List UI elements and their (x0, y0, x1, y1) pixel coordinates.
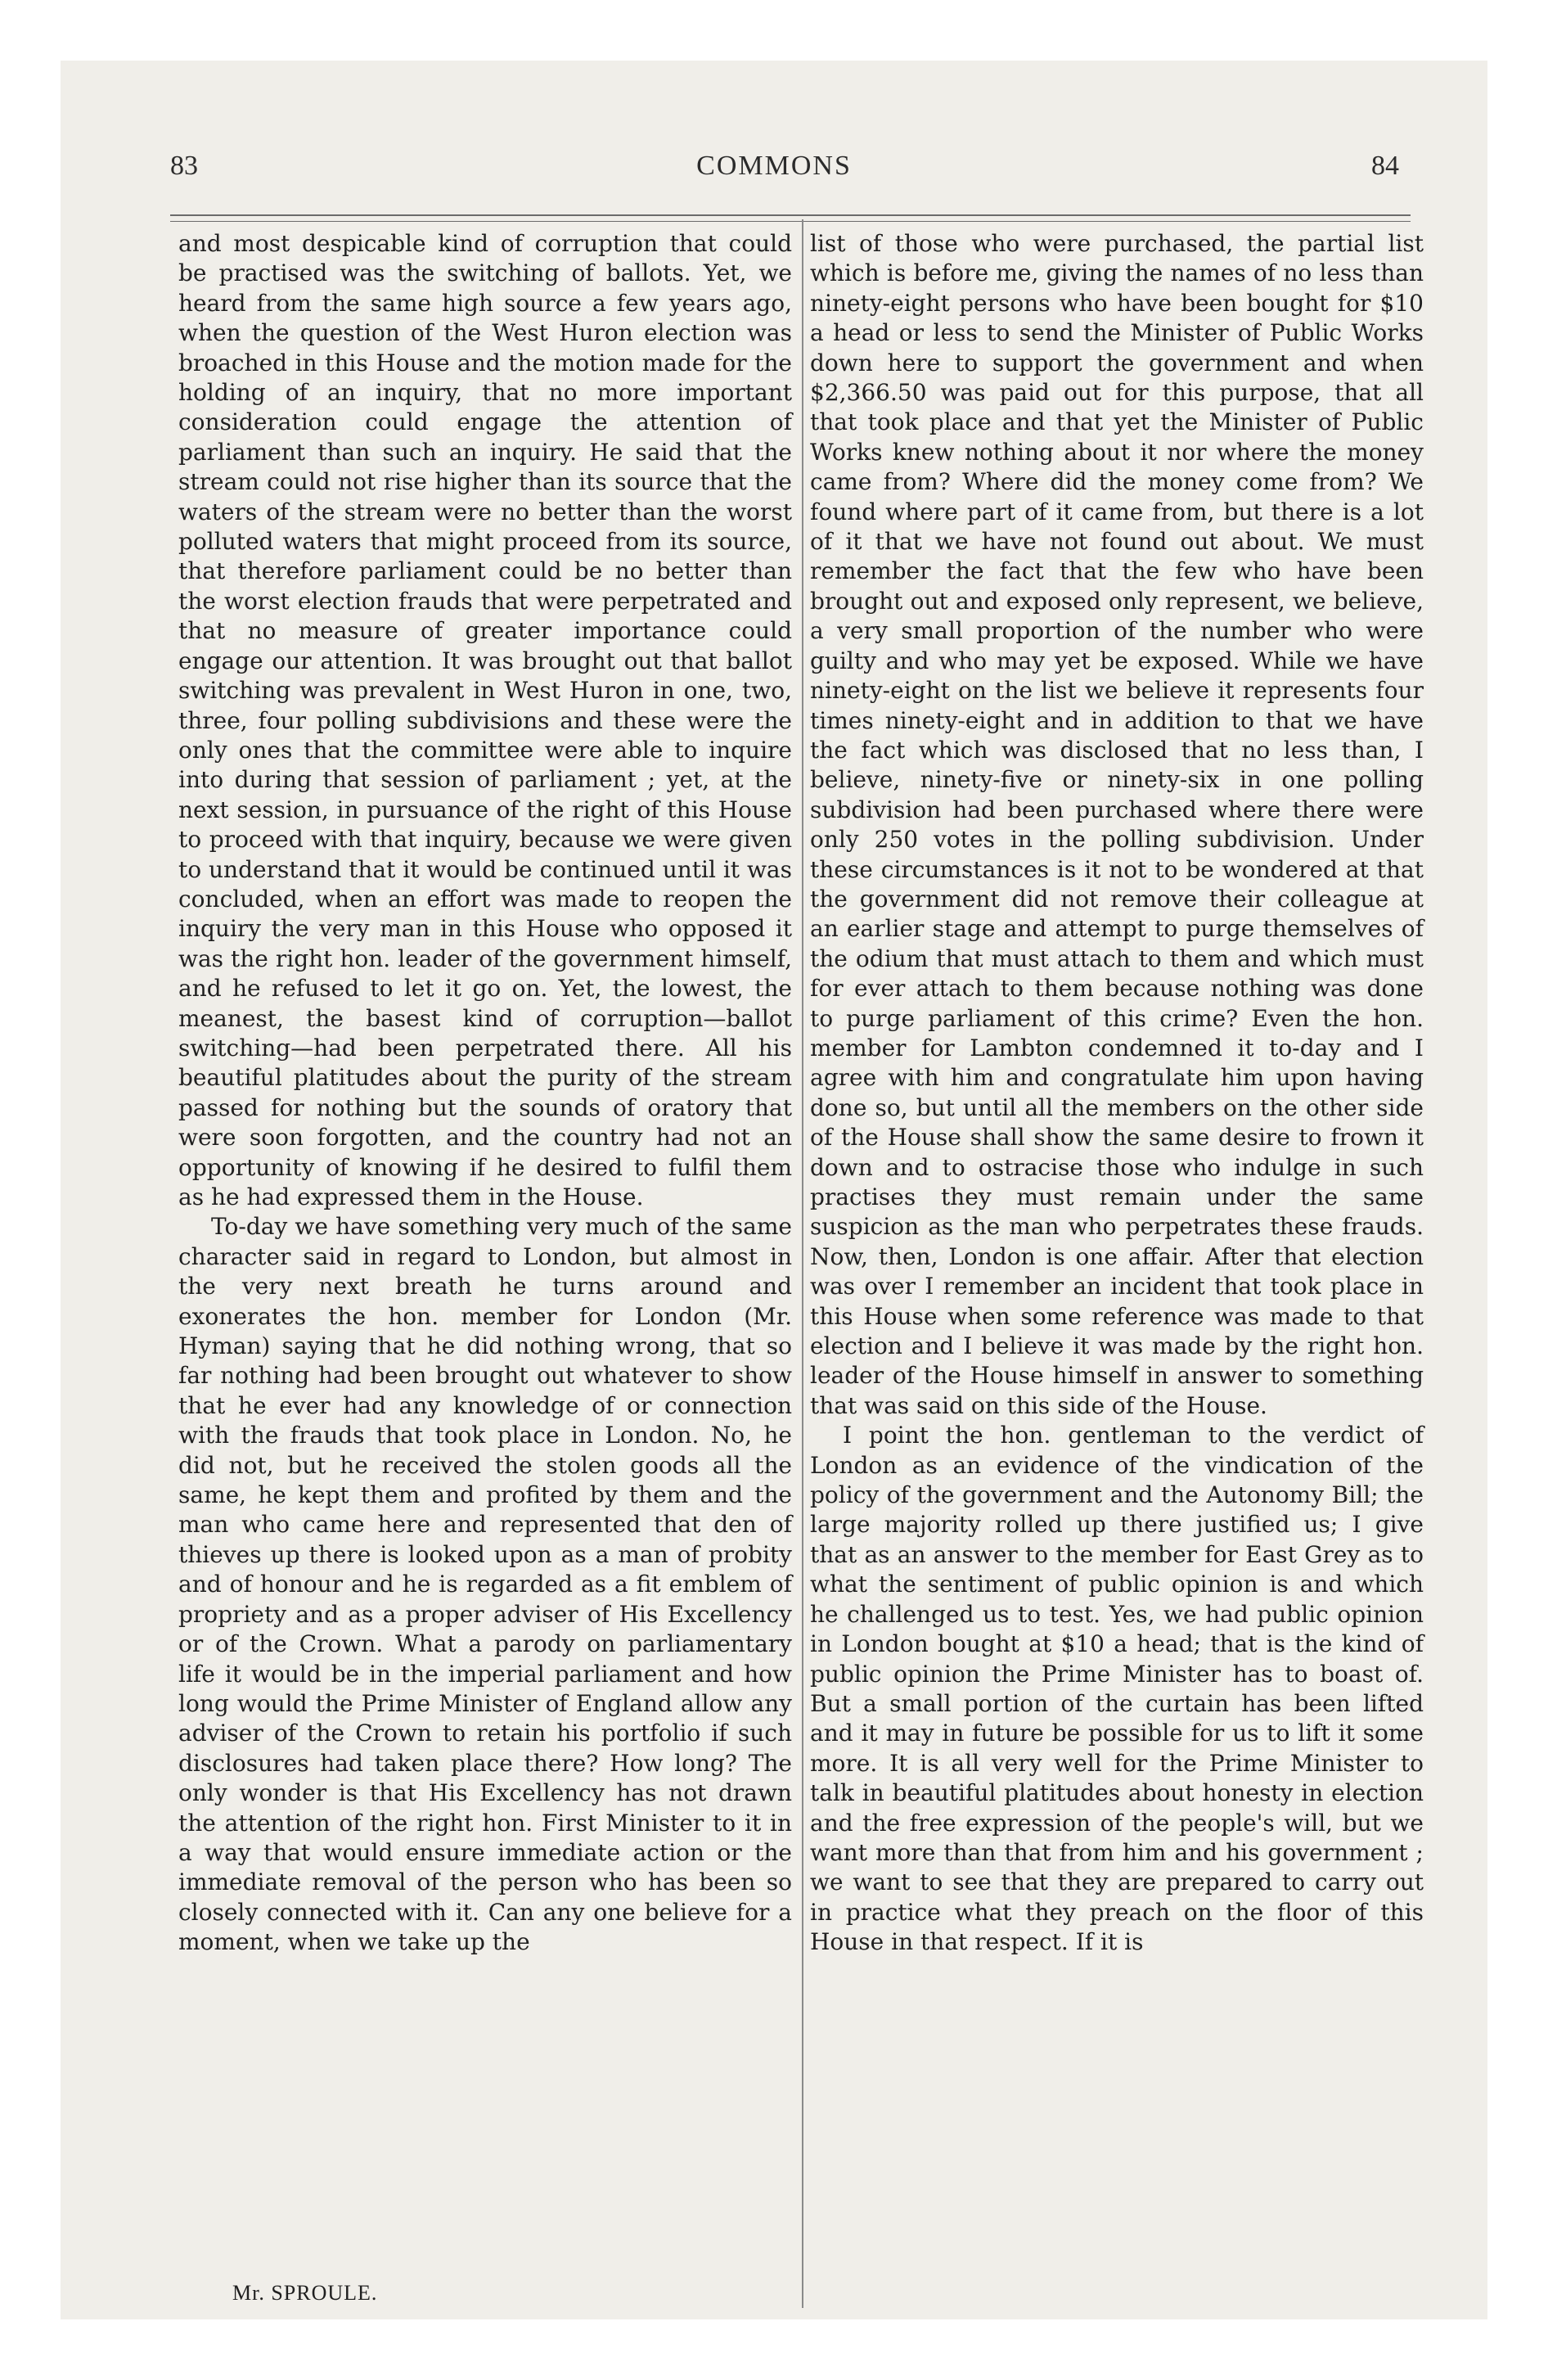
paragraph: and most despicable kind of corruption that could be practised was the switching of ballots. Yet, we heard from the same high source a few years ago, when the question of the West Huron election was broached in this House and the motion made for the holding of an inquiry, that no more important consideration could engage the attention of parliament than such an inquiry. He said that the stream could not rise higher than its source that the waters of the stream were no better than the worst polluted waters that might proceed from its source, that therefore parliament could be no better than the worst election frauds that were perpetrated and that no measure of greater importance could engage our attention. It was brought out that ballot switching was prevalent in West Huron in one, two, three, four polling subdivisions and these were the only ones that the committee were able to inquire into during that session of parliament ; yet, at the next session, in pursuance of the right of this House to proceed with that inquiry, because we were given to understand that it would be continued until it was concluded, when an effort was made to reopen the inquiry the very man in this House who opposed it was the right hon. leader of the government himself, and he refused to let it go on. Yet, the lowest, the meanest, the basest kind of corruption—ballot switching—had been perpetrated there. All his beautiful platitudes about the purity of the stream passed for nothing but the sounds of oratory that were soon forgotten, and the country had not an opportunity of knowing if he desired to fulfil them as he had expressed them in the House. (178, 230, 792, 1210)
running-header (61, 151, 1487, 192)
paragraph: To-day we have something very much of the same character said in regard to London, but almost in the very next breath he turns around and exonerates the hon. member for London (Mr. Hyman) saying that he did nothing wrong, that so far nothing had been brought out whatever to show that he ever had any knowledge of or connection with the frauds that took place in London. No, he did not, but he received the stolen goods all the same, he kept them and profited by them and the man who came here and represented that den of thieves up there is looked upon as a man of probity and of honour and he is regarded as a fit emblem of propriety and as a proper adviser of His Excellency or of the Crown. What a parody on parliamentary life it would be in the imperial parliament and how long would the Prime Minister of England allow any adviser of the Crown to retain his portfolio if such disclosures had taken place there? How long? The only wonder is that His Excellency has not drawn the attention of the right hon. First Minister to it in a way that would ensure immediate action or the immediate removal of the person who has been so closely connected with it. Can any one believe for a moment, when we take up the (178, 1213, 792, 1956)
paragraph: I point the hon. gentleman to the verdict of London as an evidence of the vindication of the policy of the government and the Autonomy Bill; the large majority rolled up there justified us; I give that as an answer to the member for East Grey as to what the sentiment of public opinion is and which he challenged us to test. Yes, we had public opinion in London bought at $10 a head; that is the kind of public opinion the Prime Minister has to boast of. But a small portion of the curtain has been lifted and it may in future be possible for us to lift it some more. It is all very well for the Prime Minister to talk in beautiful platitudes about honesty in election and the free expression of the people's will, but we want more than that from him and his government ; we want to see that they are prepared to carry out in practice what they preach on the floor of this House in that respect. If it is (810, 1422, 1424, 1956)
header-rule-thin (170, 221, 1411, 222)
paragraph: list of those who were purchased, the partial list which is before me, giving the names of no less than ninety-eight persons who have been bought for $10 a head or less to send the Minister of Public Works down here to support the government and when $2,366.50 was paid out for this purpose, that all that took place and that yet the Minister of Public Works knew nothing about it nor where the money came from? Where did the money come from? We found where part of it came from, but there is a lot of it that we have not found out about. We must remember the fact that the few who have been brought out and exposed only represent, we believe, a very small proportion of the number who were guilty and who may yet be exposed. While we have ninety-eight on the list we believe it represents four times ninety-eight and in addition to that we have the fact which was disclosed that no less than, I believe, ninety-five or ninety-six in one polling subdivision had been purchased where there were only 250 votes in the polling subdivision. Under these circumstances is it not to be wondered at that the government did not remove their colleague at an earlier stage and attempt to purge themselves of the odium that must attach to them and which must for ever attach to them because nothing was done to purge parliament of this crime? Even the hon. member for Lambton condemned it to-day and I agree with him and congratulate him upon having done so, but until all the members on the other side of the House shall show the same desire to frown it down and to ostracise those who indulge in such practises they must remain under the same suspicion as the man who perpetrates these frauds. Now, then, London is one affair. After that election was over I remember an incident that took place in this House when some reference was made to that election and I believe it was made by the right hon. leader of the House himself in answer to something that was said on this side of the House. (810, 230, 1424, 1419)
column-divider (802, 219, 803, 2308)
page-number-right: 84 (1371, 151, 1399, 181)
header-rule (170, 214, 1411, 216)
right-column (810, 229, 1424, 1958)
left-column (178, 229, 792, 1958)
running-title: COMMONS (696, 151, 852, 181)
page-sheet (61, 61, 1487, 2319)
page-number-left: 83 (170, 151, 198, 181)
speaker-signature: Mr. SPROULE. (232, 2281, 378, 2305)
